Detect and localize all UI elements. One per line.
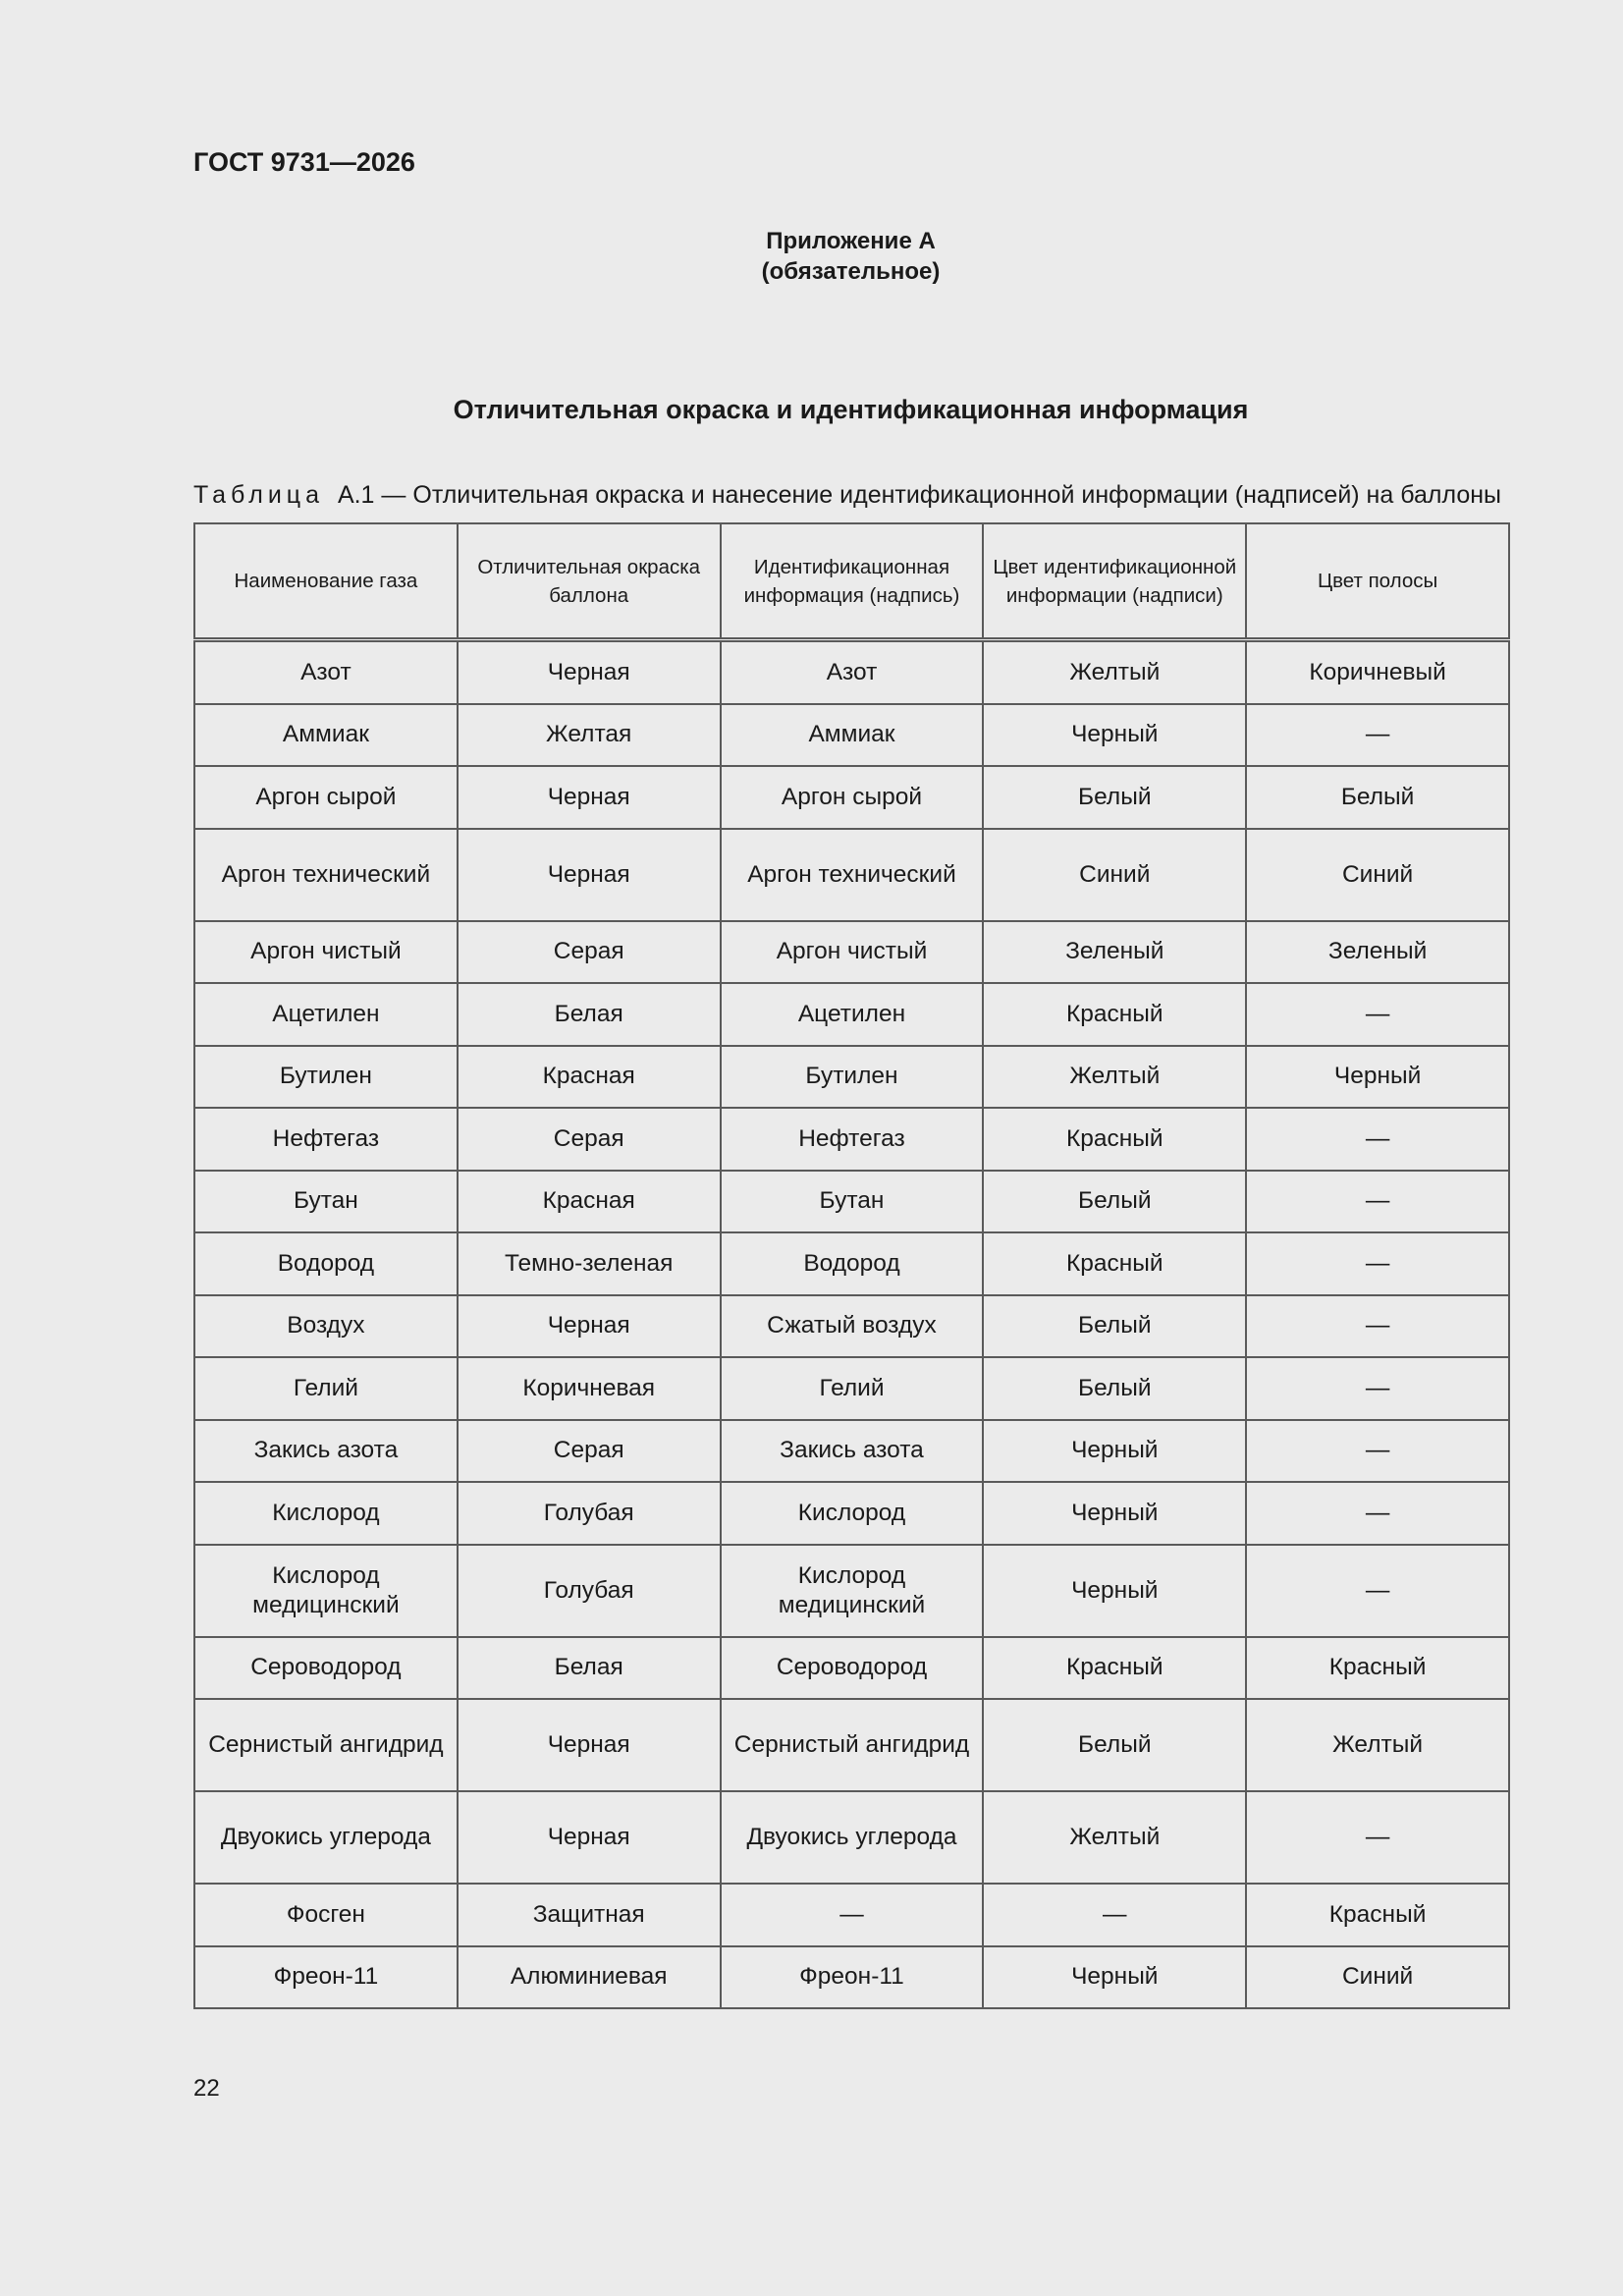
cell-stripe-color: — bbox=[1246, 1791, 1509, 1884]
table-row bbox=[194, 704, 1509, 767]
table-row bbox=[194, 1545, 1509, 1637]
table-row bbox=[194, 1946, 1509, 2009]
annex-status: (обязательное) bbox=[761, 258, 941, 285]
cell-cylinder-color: Серая bbox=[458, 1420, 721, 1483]
table-row bbox=[194, 1232, 1509, 1295]
cell-cylinder-color: Серая bbox=[458, 921, 721, 984]
cell-cylinder-color: Черная bbox=[458, 829, 721, 921]
cell-stripe-color: Белый bbox=[1246, 766, 1509, 829]
cell-inscription-color: Красный bbox=[983, 1108, 1246, 1171]
cell-inscription: Водород bbox=[721, 1232, 984, 1295]
cell-gas-name: Кислород bbox=[194, 1482, 458, 1545]
cell-stripe-color: — bbox=[1246, 1171, 1509, 1233]
table-row bbox=[194, 1637, 1509, 1700]
cell-inscription-color: Белый bbox=[983, 1295, 1246, 1358]
cell-gas-name: Фосген bbox=[194, 1884, 458, 1946]
cell-cylinder-color: Серая bbox=[458, 1108, 721, 1171]
cell-inscription-color: Белый bbox=[983, 1357, 1246, 1420]
cell-cylinder-color: Белая bbox=[458, 983, 721, 1046]
cell-cylinder-color: Черная bbox=[458, 766, 721, 829]
cell-inscription-color: Черный bbox=[983, 1545, 1246, 1637]
cell-cylinder-color: Алюминиевая bbox=[458, 1946, 721, 2009]
cell-cylinder-color: Голубая bbox=[458, 1545, 721, 1637]
cell-inscription-color: Белый bbox=[983, 766, 1246, 829]
table-caption-number: А.1 bbox=[337, 481, 375, 509]
cell-cylinder-color: Черная bbox=[458, 640, 721, 704]
cell-stripe-color: Синий bbox=[1246, 1946, 1509, 2009]
document-id: ГОСТ 9731—2026 bbox=[193, 147, 415, 177]
table-row bbox=[194, 1171, 1509, 1233]
cell-stripe-color: — bbox=[1246, 704, 1509, 767]
cell-gas-name: Кислород медицинский bbox=[194, 1545, 458, 1637]
cell-inscription-color: Белый bbox=[983, 1171, 1246, 1233]
cell-stripe-color: Черный bbox=[1246, 1046, 1509, 1109]
cell-inscription-color: Черный bbox=[983, 1482, 1246, 1545]
cell-stripe-color: — bbox=[1246, 1545, 1509, 1637]
annex-title: Приложение А bbox=[766, 228, 936, 254]
cell-inscription-color: Красный bbox=[983, 1637, 1246, 1700]
cell-inscription-color: Черный bbox=[983, 704, 1246, 767]
cell-inscription-color: Красный bbox=[983, 1232, 1246, 1295]
table-row bbox=[194, 1884, 1509, 1946]
cell-inscription: Аргон чистый bbox=[721, 921, 984, 984]
cell-inscription-color: Желтый bbox=[983, 1791, 1246, 1884]
table-row bbox=[194, 1699, 1509, 1791]
table-row bbox=[194, 1420, 1509, 1483]
cell-inscription: Двуокись углерода bbox=[721, 1791, 984, 1884]
cell-stripe-color: — bbox=[1246, 983, 1509, 1046]
cell-gas-name: Закись азота bbox=[194, 1420, 458, 1483]
cell-inscription: Нефтегаз bbox=[721, 1108, 984, 1171]
cell-stripe-color: Красный bbox=[1246, 1637, 1509, 1700]
cell-stripe-color: Желтый bbox=[1246, 1699, 1509, 1791]
cell-cylinder-color: Темно-зеленая bbox=[458, 1232, 721, 1295]
cell-cylinder-color: Коричневая bbox=[458, 1357, 721, 1420]
cell-cylinder-color: Красная bbox=[458, 1046, 721, 1109]
cell-stripe-color: — bbox=[1246, 1232, 1509, 1295]
cell-inscription-color: Желтый bbox=[983, 640, 1246, 704]
cell-stripe-color: Коричневый bbox=[1246, 640, 1509, 704]
cell-cylinder-color: Белая bbox=[458, 1637, 721, 1700]
table-row bbox=[194, 829, 1509, 921]
cell-inscription-color: Синий bbox=[983, 829, 1246, 921]
table-row bbox=[194, 1295, 1509, 1358]
cell-inscription: Аргон сырой bbox=[721, 766, 984, 829]
cell-stripe-color: — bbox=[1246, 1295, 1509, 1358]
cell-inscription: Бутан bbox=[721, 1171, 984, 1233]
cell-cylinder-color: Черная bbox=[458, 1699, 721, 1791]
cell-gas-name: Воздух bbox=[194, 1295, 458, 1358]
cell-gas-name: Сероводород bbox=[194, 1637, 458, 1700]
annex-heading bbox=[0, 226, 1623, 287]
cell-cylinder-color: Черная bbox=[458, 1791, 721, 1884]
cell-gas-name: Водород bbox=[194, 1232, 458, 1295]
column-header-inscription-color: Цвет идентификационной информации (надписи) bbox=[983, 523, 1246, 640]
cell-inscription-color: Зеленый bbox=[983, 921, 1246, 984]
column-header-stripe-color: Цвет полосы bbox=[1246, 523, 1509, 640]
cell-cylinder-color: Голубая bbox=[458, 1482, 721, 1545]
table-header-row bbox=[194, 523, 1509, 640]
cell-gas-name: Двуокись углерода bbox=[194, 1791, 458, 1884]
table-row bbox=[194, 921, 1509, 984]
table-row bbox=[194, 1357, 1509, 1420]
cell-inscription: Сероводород bbox=[721, 1637, 984, 1700]
cell-inscription-color: — bbox=[983, 1884, 1246, 1946]
cell-inscription-color: Желтый bbox=[983, 1046, 1246, 1109]
cell-inscription-color: Черный bbox=[983, 1420, 1246, 1483]
cell-stripe-color: — bbox=[1246, 1357, 1509, 1420]
gas-cylinder-table bbox=[193, 522, 1510, 2009]
table-caption-label: Таблица bbox=[193, 481, 325, 509]
table-caption bbox=[193, 481, 1501, 510]
cell-inscription: Азот bbox=[721, 640, 984, 704]
cell-gas-name: Аргон технический bbox=[194, 829, 458, 921]
cell-inscription: Кислород медицинский bbox=[721, 1545, 984, 1637]
cell-stripe-color: Синий bbox=[1246, 829, 1509, 921]
cell-inscription: — bbox=[721, 1884, 984, 1946]
cell-cylinder-color: Защитная bbox=[458, 1884, 721, 1946]
cell-inscription: Закись азота bbox=[721, 1420, 984, 1483]
cell-inscription: Кислород bbox=[721, 1482, 984, 1545]
cell-stripe-color: — bbox=[1246, 1482, 1509, 1545]
cell-cylinder-color: Черная bbox=[458, 1295, 721, 1358]
cell-gas-name: Бутан bbox=[194, 1171, 458, 1233]
cell-inscription: Аргон технический bbox=[721, 829, 984, 921]
column-header-gas-name: Наименование газа bbox=[194, 523, 458, 640]
table-row bbox=[194, 1108, 1509, 1171]
table-row bbox=[194, 983, 1509, 1046]
cell-inscription-color: Черный bbox=[983, 1946, 1246, 2009]
cell-gas-name: Ацетилен bbox=[194, 983, 458, 1046]
cell-inscription: Гелий bbox=[721, 1357, 984, 1420]
page-number: 22 bbox=[193, 2075, 220, 2102]
cell-inscription: Сернистый ангидрид bbox=[721, 1699, 984, 1791]
table-row bbox=[194, 1046, 1509, 1109]
cell-stripe-color: Зеленый bbox=[1246, 921, 1509, 984]
cell-gas-name: Сернистый ангидрид bbox=[194, 1699, 458, 1791]
cell-inscription: Сжатый воздух bbox=[721, 1295, 984, 1358]
cell-gas-name: Аргон сырой bbox=[194, 766, 458, 829]
table-body bbox=[194, 640, 1509, 2009]
table-row bbox=[194, 640, 1509, 704]
cell-inscription: Ацетилен bbox=[721, 983, 984, 1046]
cell-gas-name: Фреон-11 bbox=[194, 1946, 458, 2009]
cell-inscription-color: Красный bbox=[983, 983, 1246, 1046]
cell-stripe-color: — bbox=[1246, 1108, 1509, 1171]
cell-gas-name: Гелий bbox=[194, 1357, 458, 1420]
column-header-inscription: Идентификационная информация (надпись) bbox=[721, 523, 984, 640]
section-title: Отличительная окраска и идентификационная информация bbox=[453, 395, 1249, 424]
cell-gas-name: Бутилен bbox=[194, 1046, 458, 1109]
cell-cylinder-color: Желтая bbox=[458, 704, 721, 767]
table-row bbox=[194, 1791, 1509, 1884]
cell-gas-name: Аммиак bbox=[194, 704, 458, 767]
table-row bbox=[194, 766, 1509, 829]
cell-stripe-color: — bbox=[1246, 1420, 1509, 1483]
cell-inscription: Аммиак bbox=[721, 704, 984, 767]
cell-gas-name: Аргон чистый bbox=[194, 921, 458, 984]
column-header-cylinder-color: Отличительная окраска баллона bbox=[458, 523, 721, 640]
cell-inscription-color: Белый bbox=[983, 1699, 1246, 1791]
cell-gas-name: Азот bbox=[194, 640, 458, 704]
cell-stripe-color: Красный bbox=[1246, 1884, 1509, 1946]
table-caption-text: — Отличительная окраска и нанесение идентификационной информации (надписей) на баллоны bbox=[381, 481, 1501, 509]
cell-gas-name: Нефтегаз bbox=[194, 1108, 458, 1171]
cell-cylinder-color: Красная bbox=[458, 1171, 721, 1233]
table-row bbox=[194, 1482, 1509, 1545]
cell-inscription: Фреон-11 bbox=[721, 1946, 984, 2009]
cell-inscription: Бутилен bbox=[721, 1046, 984, 1109]
